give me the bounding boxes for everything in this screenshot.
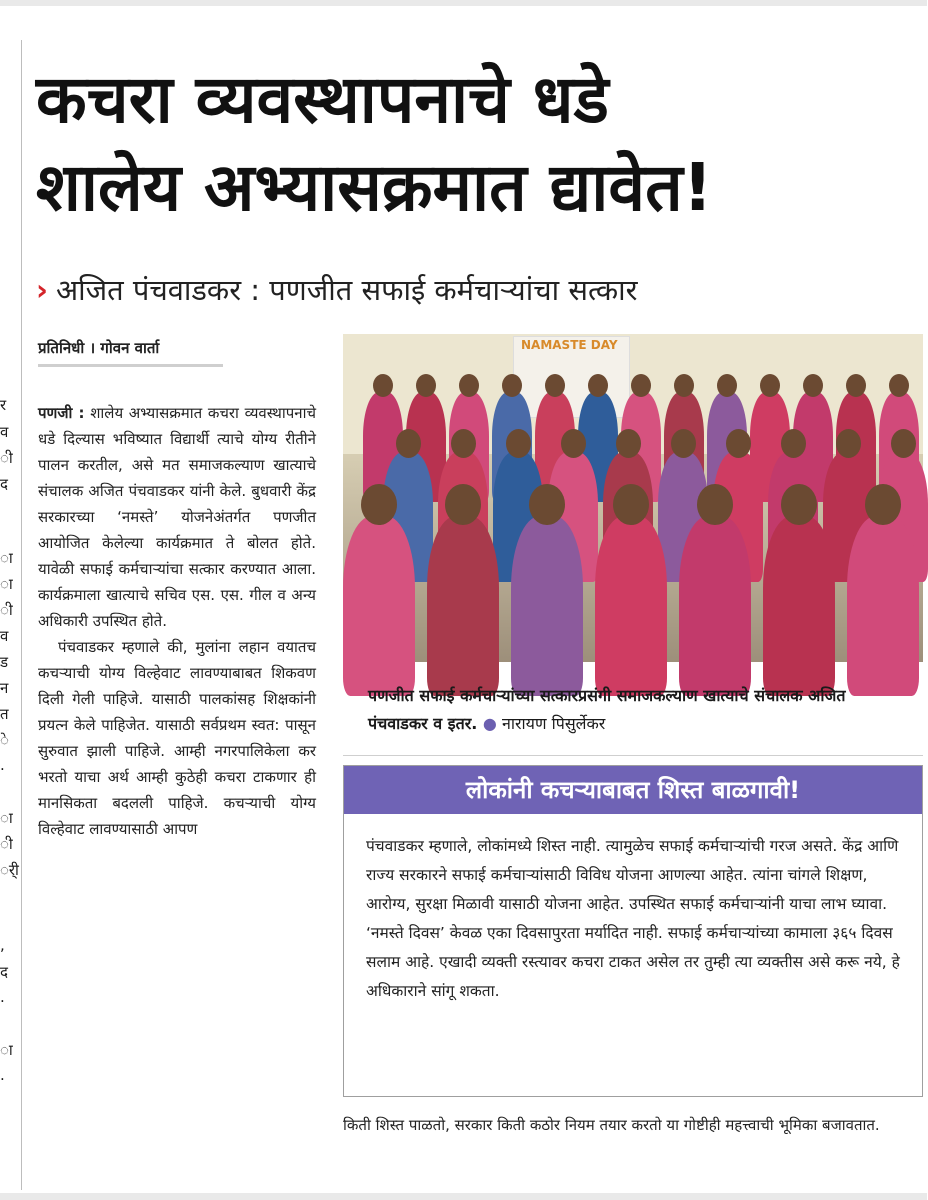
person-figure — [343, 516, 415, 696]
person-head — [616, 429, 641, 458]
adjacent-column-char: द — [0, 963, 8, 981]
person-head — [416, 374, 436, 397]
subheadline — [36, 270, 916, 310]
caption-divider — [343, 755, 923, 756]
adjacent-column-char: द — [0, 475, 8, 493]
adjacent-column-char: . — [0, 1066, 5, 1084]
adjacent-column-char: त — [0, 705, 9, 723]
person-head — [613, 484, 649, 525]
person-head — [674, 374, 694, 397]
adjacent-column-char: ड — [0, 653, 9, 671]
person-head — [631, 374, 651, 397]
photo-credit: नारायण पिसुर्लेकर — [501, 714, 606, 733]
adjacent-column-char: , — [0, 936, 5, 954]
adjacent-column-char: व — [0, 627, 9, 645]
chevron-right-icon: › — [36, 273, 48, 307]
adjacent-column-char: न — [0, 679, 9, 697]
person-head — [445, 484, 481, 525]
column-divider — [21, 40, 22, 1190]
caption-text: पणजीत सफाई कर्मचाऱ्यांच्या सत्कारप्रसंगी समाजकल्याण खात्याचे संचालक अजित पंचवाडकर व इतर. — [368, 686, 846, 733]
credit-bullet-icon: ● — [482, 714, 497, 733]
adjacent-column-char: ा — [0, 575, 13, 593]
article-column-1 — [38, 400, 316, 842]
person-head — [561, 429, 586, 458]
adjacent-column-char: ी — [0, 835, 13, 853]
photo-caption — [368, 682, 908, 738]
adjacent-column-char: र — [0, 396, 7, 414]
sidebar-story-body: पंचवाडकर म्हणाले, लोकांमध्ये शिस्त नाही. त्यामुळेच सफाई कर्मचाऱ्यांची गरज असते. केंद्र आणि राज्य सरकारने सफाई कर्मचाऱ्यांसाठी विविध योजना आणल्या आहेत. त्यांना चांगले शिक्षण, आरोग्य, सुरक्षा मिळावी यासाठी योजना आहेत. उपस्थित सफाई कर्मचाऱ्यांनी याचा लाभ घ्यावा. ‘नमस्ते दिवस’ केवळ एका दिवसापुरता मर्यादित नाही. सफाई कर्मचाऱ्यांच्या कामाला ३६५ दिवस सलाम आहे. एखादी व्यक्ती रस्त्यावर कचरा टाकत असेल तर तुम्ही त्या व्यक्तीस असे करू नये, हे अधिकाराने सांगू शकता. — [366, 837, 900, 1000]
top-page-rule — [0, 0, 927, 6]
dateline: पणजी : — [38, 404, 85, 422]
bottom-page-rule — [0, 1193, 927, 1200]
adjacent-column-char: . — [0, 988, 5, 1006]
sidebar-story-heading: लोकांनी कचऱ्याबाबत शिस्त बाळगावी! — [344, 766, 922, 814]
person-head — [846, 374, 866, 397]
person-head — [373, 374, 393, 397]
person-head — [781, 429, 806, 458]
adjacent-column-char: ा — [0, 809, 13, 827]
headline — [36, 56, 916, 232]
article-paragraph-2: पंचवाडकर म्हणाले की, मुलांना लहान वयातच कचऱ्याची योग्य विल्हेवाट लावण्याबाबत शिकवण दिली गेली पाहिजे. यासाठी पालकांसह शिक्षकांनी प्रयत्न केले पाहिजेत. यासाठी सर्वप्रथम स्वत: पासून सुरुवात झाली पाहिजे. आम्ही नगरपालिकेला कर भरतो याचा अर्थ आम्ही कुठेही कचरा टाकणार ही मानसिकता बदलली पाहिजे. कचऱ्याची योग्य विल्हेवाट लावण्यासाठी आपण — [38, 638, 316, 838]
article-continuation: किती शिस्त पाळतो, सरकार किती कठोर नियम तयार करतो या गोष्टीही महत्त्वाची भूमिका बजावतात. — [343, 1116, 880, 1134]
headline-line-2: शालेय अभ्यासक्रमात द्यावेत! — [36, 149, 713, 226]
person-head — [396, 429, 421, 458]
headline-line-1: कचरा व्यवस्थापनाचे धडे — [36, 61, 609, 138]
person-figure — [847, 516, 919, 696]
byline: प्रतिनिधी । गोवन वार्ता — [38, 338, 223, 367]
person-head — [865, 484, 901, 525]
person-head — [889, 374, 909, 397]
person-head — [726, 429, 751, 458]
article-paragraph-1 — [38, 400, 316, 634]
person-head — [451, 429, 476, 458]
adjacent-column-char: ा — [0, 1041, 13, 1059]
event-photo — [343, 334, 923, 662]
person-head — [502, 374, 522, 397]
person-head — [781, 484, 817, 525]
person-head — [717, 374, 737, 397]
person-head — [588, 374, 608, 397]
person-head — [459, 374, 479, 397]
person-head — [803, 374, 823, 397]
person-head — [506, 429, 531, 458]
person-figure — [679, 516, 751, 696]
adjacent-column-char: र्ी — [0, 861, 19, 879]
person-head — [361, 484, 397, 525]
adjacent-column-char: व — [0, 423, 9, 441]
adjacent-column-char: ी — [0, 449, 13, 467]
paragraph-1-text: शालेय अभ्यासक्रमात कचरा व्यवस्थापनाचे धडे दिल्यास भविष्यात विद्यार्थी त्याचे योग्य रीतीने पालन करतील, असे मत समाजकल्याण खात्याचे संचालक अजित पंचवाडकर यांनी केले. बुधवारी केंद्र सरकारच्या ‘नमस्ते’ योजनेअंतर्गत पणजीत आयोजित केलेल्या कार्यक्रमात ते बोलत होते. यावेळी सफाई कर्मचाऱ्यांचा सत्कार करण्यात आला. कार्यक्रमाला खात्याचे सचिव एस. एस. गील व अन्य अधिकारी उपस्थित होते. — [38, 404, 316, 630]
adjacent-column-char: . — [0, 756, 5, 774]
person-head — [836, 429, 861, 458]
adjacent-column-char: े — [0, 731, 9, 749]
adjacent-column-fragment — [0, 40, 18, 1190]
sidebar-story-box — [343, 765, 923, 1097]
person-head — [545, 374, 565, 397]
person-head — [529, 484, 565, 525]
person-head — [891, 429, 916, 458]
event-banner-text: NAMASTE DAY — [521, 338, 618, 352]
person-figure — [595, 516, 667, 696]
subheadline-text: अजित पंचवाडकर : पणजीत सफाई कर्मचाऱ्यांचा सत्कार — [55, 273, 638, 307]
person-head — [671, 429, 696, 458]
person-head — [697, 484, 733, 525]
person-figure — [763, 516, 835, 696]
adjacent-column-char: ी — [0, 601, 13, 619]
person-head — [760, 374, 780, 397]
person-figure — [511, 516, 583, 696]
adjacent-column-char: ा — [0, 549, 13, 567]
person-figure — [427, 516, 499, 696]
